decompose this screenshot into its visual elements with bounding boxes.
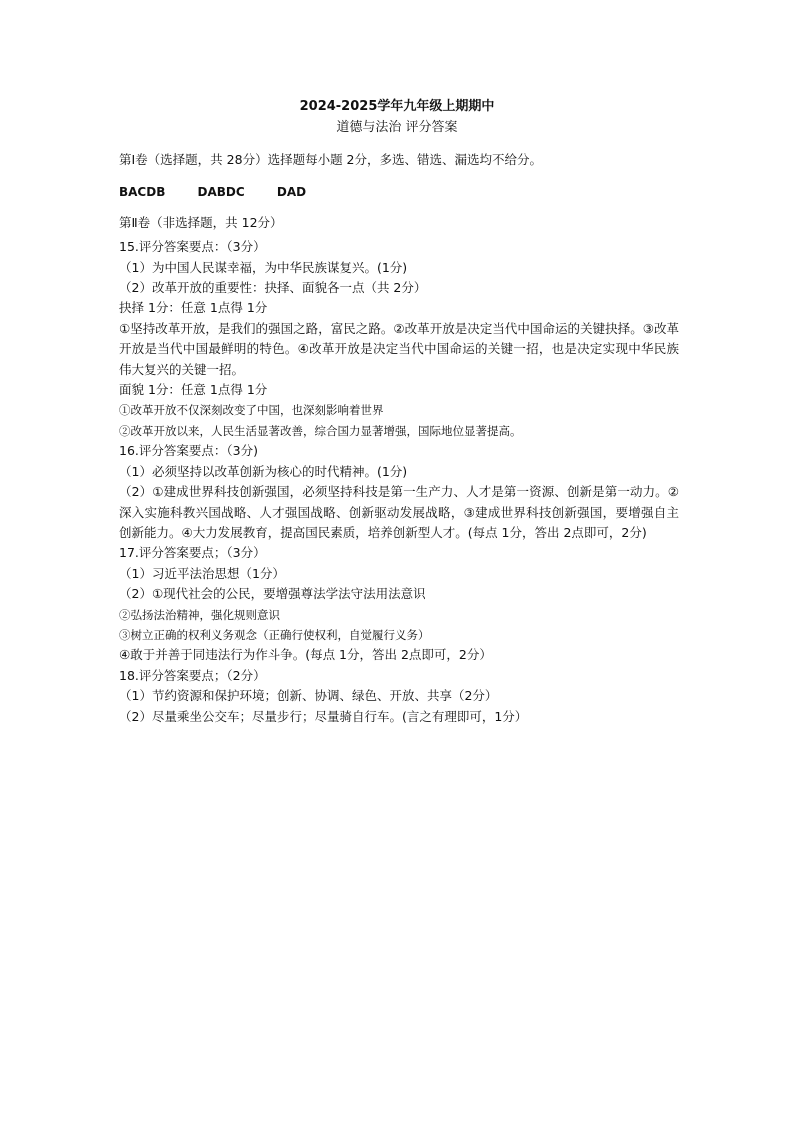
q17-line-1: （1）习近平法治思想（1分） [119,565,285,581]
q18-line-2: （2）尽量乘坐公交车；尽量步行；尽量骑自行车。(言之有理即可，1分） [119,708,528,724]
q17-line-3: ②弘扬法治精神，强化规则意识 [119,607,280,622]
page-subtitle: 道德与法治 评分答案 [336,120,458,135]
q18-title: 18.评分答案要点；（2分） [119,667,266,683]
q15-line-2: （2）改革开放的重要性：抉择、面貌各一点（共 2分） [119,280,427,296]
answer-content [119,150,679,727]
q15-line-5: ①改革开放不仅深刻改变了中国，也深刻影响着世界 [119,403,384,418]
question-16 [119,441,679,543]
question-17 [119,543,679,665]
section1-heading: 第Ⅰ卷（选择题，共 28分）选择题每小题 2分，多选、错选、漏选均不给分。 [119,152,542,167]
q16-line-1: （1）必须坚持以改革创新为核心的时代精神。(1分) [119,463,408,479]
q15-line-4: 面貌 1分：任意 1点得 1分 [119,382,268,398]
q17-line-4: ③树立正确的权利义务观念（正确行使权利，自觉履行义务） [119,627,430,642]
choice-answers: BACDB DABDC DAD [119,185,307,200]
q15-line-1: （1）为中国人民谋幸福，为中华民族谋复兴。(1分) [119,259,408,275]
section2-heading: 第Ⅱ卷（非选择题，共 12分） [119,214,283,230]
q16-paragraph: （2）①建成世界科技创新强国，必须坚持科技是第一生产力、人才是第一资源、创新是第一动力。②深入实施科教兴国战略、人才强国战略、创新驱动发展战略，③建成世界科技创新强国，要增强自主创新能力。④大力发展教育，提高国民素质，培养创新型人才。(每点 1分，答出 2点即可，2分) [119,484,679,540]
q17-line-2: （2）①现代社会的公民，要增强尊法学法守法用法意识 [119,586,426,602]
q15-title: 15.评分答案要点：（3分） [119,239,266,255]
question-18 [119,666,679,727]
q16-title: 16.评分答案要点：（3分) [119,443,258,459]
page-title: 2024-2025学年九年级上期期中 [299,99,495,114]
q15-line-3: 抉择 1分：任意 1点得 1分 [119,300,268,316]
question-15 [119,237,679,441]
q18-line-1: （1）节约资源和保护环境；创新、协调、绿色、开放、共享（2分） [119,688,498,704]
q15-paragraph: ①坚持改革开放，是我们的强国之路，富民之路。②改革开放是决定当代中国命运的关键抉择。③改革开放是当代中国最鲜明的特色。④改革开放是决定当代中国命运的关键一招，也是决定实现中华民族伟大复兴的关键一招。 [119,320,679,377]
q15-line-6: ②改革开放以来，人民生活显著改善，综合国力显著增强，国际地位显著提高。 [119,423,522,438]
q17-title: 17.评分答案要点；（3分） [119,545,266,561]
q17-line-5: ④敢于并善于同违法行为作斗争。(每点 1分，答出 2点即可，2分） [119,647,492,663]
